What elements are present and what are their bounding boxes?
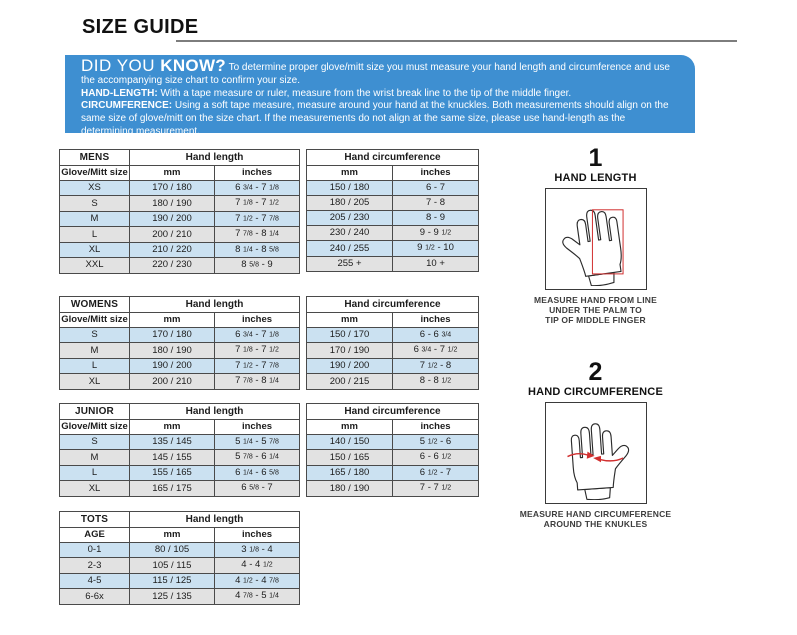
length-inches-cell: 5 7/8 - 6 1/4	[215, 450, 300, 465]
mm-col-header: mm	[307, 166, 393, 181]
length-mm-cell: 145 / 155	[130, 450, 215, 465]
length-mm-cell: 190 / 200	[130, 358, 215, 373]
inches-col-header: inches	[215, 528, 300, 543]
length-inches-cell: 6 5/8 - 7	[215, 481, 300, 496]
hand-outline	[558, 207, 623, 279]
circumference-mm-cell: 190 / 200	[307, 358, 393, 373]
size-col-header: Glove/Mitt size	[60, 313, 130, 328]
table-row	[307, 450, 479, 465]
hand-length-diagram	[519, 146, 672, 325]
inches-col-header: inches	[215, 313, 300, 328]
womens-hand-circumference-table	[306, 296, 479, 390]
size-cell: XXL	[60, 258, 130, 273]
table-row	[307, 481, 479, 496]
inches-col-header: inches	[393, 313, 479, 328]
length-inches-cell: 8 1/4 - 8 5/8	[215, 242, 300, 257]
length-inches-cell: 7 1/8 - 7 1/2	[215, 196, 300, 211]
length-inches-cell: 7 1/2 - 7 7/8	[215, 211, 300, 226]
age-cell: 6-6x	[60, 589, 130, 604]
table-row	[60, 196, 300, 211]
tots-table-group	[59, 511, 300, 605]
circumference-inches-cell: 10 +	[393, 256, 479, 271]
table-row	[307, 343, 479, 358]
table-row	[307, 181, 479, 196]
size-cell: XS	[60, 181, 130, 196]
hand-length-diagram-box	[545, 188, 647, 290]
diagram-number: 2	[588, 358, 603, 386]
length-mm-cell: 180 / 190	[130, 343, 215, 358]
length-mm-cell: 200 / 210	[130, 374, 215, 389]
size-cell: M	[60, 211, 130, 226]
circumference-inches-cell: 7 - 8	[393, 196, 479, 211]
diagram-title: HAND CIRCUMFERENCE	[528, 386, 663, 398]
know-label: KNOW?	[160, 56, 226, 75]
length-inches-cell: 7 1/2 - 7 7/8	[215, 358, 300, 373]
circumference-mm-cell: 230 / 240	[307, 226, 393, 241]
circumference-inches-cell: 8 - 8 1/2	[393, 374, 479, 389]
hand-length-note-label: HAND-LENGTH:	[81, 87, 158, 99]
diagram-number: 1	[588, 144, 603, 172]
circumference-inches-cell: 6 - 7	[393, 181, 479, 196]
hand-circumference-icon	[549, 406, 643, 500]
length-inches-cell: 5 1/4 - 5 7/8	[215, 435, 300, 450]
table-row	[60, 358, 300, 373]
inches-col-header: inches	[393, 166, 479, 181]
table-title-tots: TOTS	[60, 512, 130, 528]
junior-table-group	[59, 403, 479, 497]
size-cell: XL	[60, 242, 130, 257]
size-cell: M	[60, 450, 130, 465]
diagram-caption: MEASURE HAND CIRCUMFERENCE AROUND THE KNUKLES	[519, 509, 672, 529]
length-mm-cell: 165 / 175	[130, 481, 215, 496]
mm-col-header: mm	[307, 420, 393, 435]
circumference-inches-cell: 5 1/2 - 6	[393, 435, 479, 450]
hand-circumference-diagram-box	[545, 402, 647, 504]
size-cell: XL	[60, 481, 130, 496]
length-inches-cell: 6 3/4 - 7 1/8	[215, 328, 300, 343]
length-mm-cell: 210 / 220	[130, 242, 215, 257]
table-row	[307, 211, 479, 226]
circumference-inches-cell: 9 1/2 - 10	[393, 241, 479, 256]
circumference-mm-cell: 140 / 150	[307, 435, 393, 450]
table-row	[60, 328, 300, 343]
length-inches-cell: 4 - 4 1/2	[215, 558, 300, 573]
circumference-inches-cell: 6 3/4 - 7 1/2	[393, 343, 479, 358]
age-col-header: AGE	[60, 528, 130, 543]
circumference-inches-cell: 7 - 7 1/2	[393, 481, 479, 496]
circumference-mm-cell: 150 / 180	[307, 181, 393, 196]
table-title-junior: JUNIOR	[60, 404, 130, 420]
hand-circumference-header: Hand circumference	[307, 297, 479, 313]
size-cell: L	[60, 358, 130, 373]
mm-col-header: mm	[130, 166, 215, 181]
inches-col-header: inches	[393, 420, 479, 435]
table-row	[60, 227, 300, 242]
size-cell: S	[60, 435, 130, 450]
did-you-label: DID YOU	[81, 56, 161, 75]
page-title: SIZE GUIDE	[82, 16, 199, 38]
circumference-note-label: CIRCUMFERENCE:	[81, 100, 173, 112]
length-mm-cell: 135 / 145	[130, 435, 215, 450]
mm-col-header: mm	[130, 528, 215, 543]
hand-circumference-diagram	[519, 360, 672, 529]
circumference-note-text: Using a soft tape measure, measure around your hand at the knuckles. Both measurements should align on the same size of glove/mitt on the size chart. If the measurements do not align at the same size, please use hand-length as the determining measurement.	[81, 100, 669, 137]
mm-col-header: mm	[307, 313, 393, 328]
age-cell: 2-3	[60, 558, 130, 573]
table-row	[307, 358, 479, 373]
hand-length-note	[81, 88, 679, 101]
table-row	[307, 374, 479, 389]
length-mm-cell: 200 / 210	[130, 227, 215, 242]
size-col-header: Glove/Mitt size	[60, 166, 130, 181]
length-mm-cell: 190 / 200	[130, 211, 215, 226]
circumference-inches-cell: 6 - 6 3/4	[393, 328, 479, 343]
circumference-mm-cell: 205 / 230	[307, 211, 393, 226]
hand-length-icon	[549, 192, 643, 286]
length-inches-cell: 3 1/8 - 4	[215, 543, 300, 558]
table-row	[307, 256, 479, 271]
table-row	[60, 435, 300, 450]
size-cell: L	[60, 465, 130, 480]
womens-hand-length-table	[59, 296, 300, 390]
table-row	[307, 465, 479, 480]
table-row	[307, 226, 479, 241]
table-row	[60, 573, 300, 588]
circumference-mm-cell: 200 / 215	[307, 374, 393, 389]
circumference-mm-cell: 150 / 170	[307, 328, 393, 343]
size-col-header: Glove/Mitt size	[60, 420, 130, 435]
size-cell: M	[60, 343, 130, 358]
diagram-title: HAND LENGTH	[554, 172, 637, 184]
tots-hand-length-table	[59, 511, 300, 605]
table-row	[60, 343, 300, 358]
hand-circumference-header: Hand circumference	[307, 404, 479, 420]
table-title-womens: WOMENS	[60, 297, 130, 313]
table-row	[60, 589, 300, 604]
circumference-mm-cell: 150 / 165	[307, 450, 393, 465]
circumference-mm-cell: 255 +	[307, 256, 393, 271]
circumference-inches-cell: 9 - 9 1/2	[393, 226, 479, 241]
circumference-inches-cell: 6 1/2 - 7	[393, 465, 479, 480]
table-row	[307, 241, 479, 256]
table-row	[60, 258, 300, 273]
circumference-mm-cell: 180 / 190	[307, 481, 393, 496]
circumference-note	[81, 100, 679, 138]
hand-length-header: Hand length	[130, 404, 300, 420]
length-inches-cell: 7 1/8 - 7 1/2	[215, 343, 300, 358]
table-row	[60, 242, 300, 257]
inches-col-header: inches	[215, 166, 300, 181]
title-rule	[176, 40, 737, 42]
table-row	[60, 181, 300, 196]
inches-col-header: inches	[215, 420, 300, 435]
hand-outline	[570, 422, 631, 491]
table-row	[307, 196, 479, 211]
age-cell: 0-1	[60, 543, 130, 558]
length-mm-cell: 180 / 190	[130, 196, 215, 211]
length-mm-cell: 170 / 180	[130, 181, 215, 196]
length-inches-cell: 4 7/8 - 5 1/4	[215, 589, 300, 604]
length-mm-cell: 80 / 105	[130, 543, 215, 558]
table-row	[60, 558, 300, 573]
table-row	[60, 543, 300, 558]
banner-intro-text: To determine proper glove/mitt size you must measure your hand length and circumference and use the accompanying size chart to confirm your size.	[81, 62, 670, 86]
length-inches-cell: 4 1/2 - 4 7/8	[215, 573, 300, 588]
table-row	[60, 374, 300, 389]
did-you-know-banner	[65, 55, 695, 137]
hand-length-note-text: With a tape measure or ruler, measure from the wrist break line to the tip of the middle finger.	[160, 87, 572, 99]
length-mm-cell: 115 / 125	[130, 573, 215, 588]
hand-length-header: Hand length	[130, 150, 300, 166]
length-inches-cell: 6 1/4 - 6 5/8	[215, 465, 300, 480]
mm-col-header: mm	[130, 313, 215, 328]
length-inches-cell: 7 7/8 - 8 1/4	[215, 374, 300, 389]
mens-table-group	[59, 149, 479, 274]
size-cell: S	[60, 328, 130, 343]
table-row	[60, 465, 300, 480]
length-mm-cell: 125 / 135	[130, 589, 215, 604]
circumference-mm-cell: 180 / 205	[307, 196, 393, 211]
size-cell: L	[60, 227, 130, 242]
circumference-mm-cell: 165 / 180	[307, 465, 393, 480]
circumference-inches-cell: 8 - 9	[393, 211, 479, 226]
table-row	[60, 211, 300, 226]
table-row	[60, 450, 300, 465]
length-inches-cell: 8 5/8 - 9	[215, 258, 300, 273]
circumference-mm-cell: 170 / 190	[307, 343, 393, 358]
length-mm-cell: 170 / 180	[130, 328, 215, 343]
circumference-inches-cell: 7 1/2 - 8	[393, 358, 479, 373]
hand-length-header: Hand length	[130, 512, 300, 528]
diagram-caption: MEASURE HAND FROM LINE UNDER THE PALM TO TIP OF MIDDLE FINGER	[534, 295, 657, 325]
womens-table-group	[59, 296, 479, 390]
junior-hand-length-table	[59, 403, 300, 497]
hand-circumference-header: Hand circumference	[307, 150, 479, 166]
mens-hand-length-table	[59, 149, 300, 274]
circumference-inches-cell: 6 - 6 1/2	[393, 450, 479, 465]
table-row	[60, 481, 300, 496]
size-cell: XL	[60, 374, 130, 389]
length-mm-cell: 105 / 115	[130, 558, 215, 573]
mens-hand-circumference-table	[306, 149, 479, 272]
age-cell: 4-5	[60, 573, 130, 588]
length-mm-cell: 220 / 230	[130, 258, 215, 273]
table-title-mens: MENS	[60, 150, 130, 166]
length-inches-cell: 6 3/4 - 7 1/8	[215, 181, 300, 196]
banner-intro	[81, 56, 679, 88]
junior-hand-circumference-table	[306, 403, 479, 497]
table-row	[307, 435, 479, 450]
mm-col-header: mm	[130, 420, 215, 435]
size-cell: S	[60, 196, 130, 211]
hand-length-header: Hand length	[130, 297, 300, 313]
table-row	[307, 328, 479, 343]
circumference-mm-cell: 240 / 255	[307, 241, 393, 256]
length-inches-cell: 7 7/8 - 8 1/4	[215, 227, 300, 242]
length-mm-cell: 155 / 165	[130, 465, 215, 480]
